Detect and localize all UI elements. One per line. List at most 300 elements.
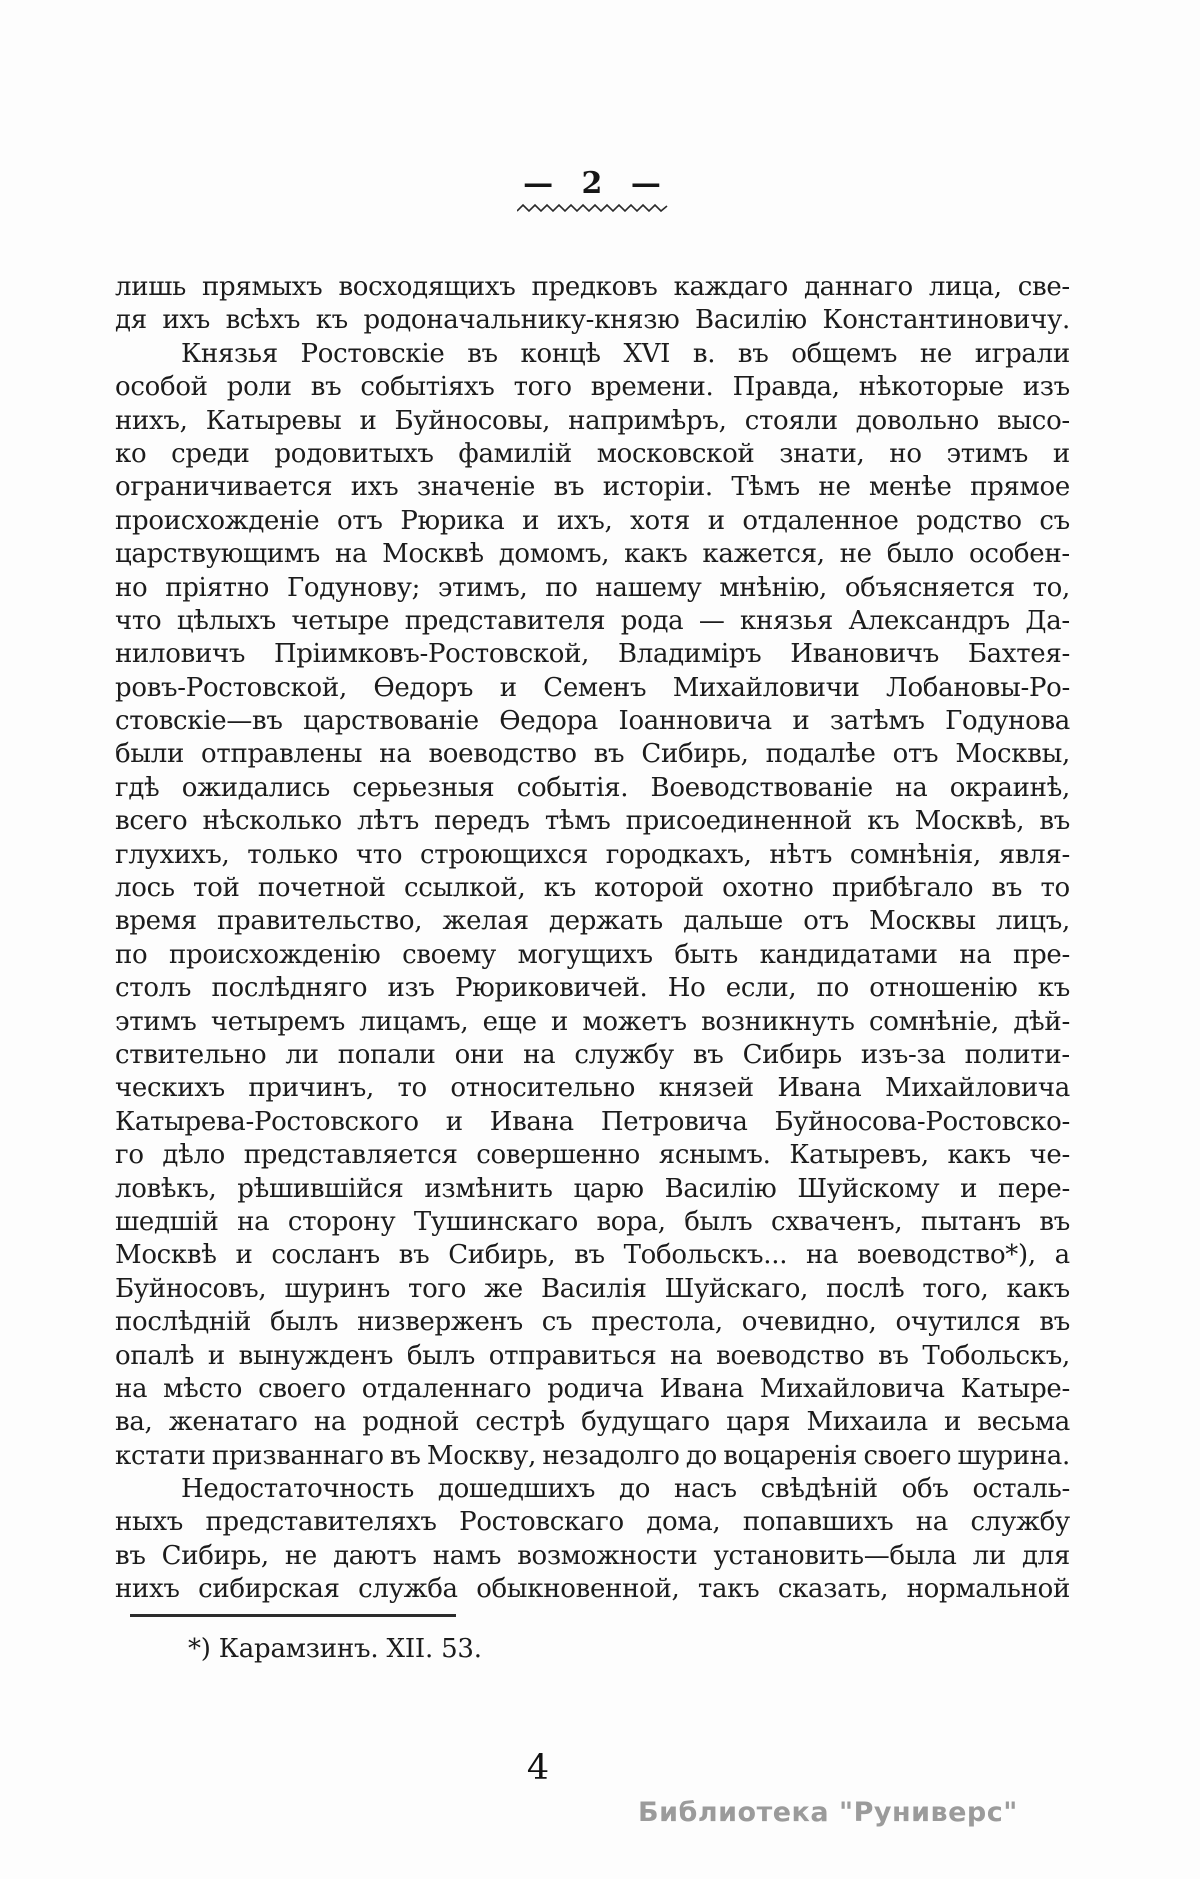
text-line [115,1507,1070,1540]
word: были [115,739,184,770]
word: ческихъ [115,1073,225,1104]
word: отдаленнаго [361,1373,532,1404]
word: происхожденію [168,939,381,970]
word: Ѳедоръ [373,672,474,703]
word: Петровича [600,1106,748,1137]
word: нѣкоторые [858,372,1004,403]
word: явля- [998,839,1070,870]
word: ихъ [162,305,211,336]
word: и [551,1006,569,1037]
word: нормальной [906,1574,1070,1605]
word: которой [594,873,704,904]
word: Василія [540,1273,647,1304]
word: и [207,1340,225,1371]
word: ли [285,1039,319,1070]
word: концѣ [520,338,601,369]
text-line [115,806,1070,839]
word: на [237,1206,270,1237]
word: цѣлыхъ [176,605,276,636]
word: до [619,1474,651,1505]
word: све- [1017,272,1070,302]
text-line [115,539,1070,572]
word: столъ [115,973,192,1004]
word: дома, [646,1507,721,1538]
word: значеніе [416,472,536,503]
word: событія. [516,772,629,803]
word: играли [974,338,1070,369]
word: лишь [115,272,186,302]
word: сомнѣніе, [868,1006,999,1037]
word: воеводство [716,1340,865,1371]
word: особен- [968,539,1070,570]
word: своему [402,939,497,970]
word: Тобольскъ... [623,1240,788,1271]
word: царя [726,1407,791,1438]
word: хотя [630,505,691,536]
word: въ [692,1039,724,1070]
word: Василію [695,305,807,336]
word: и [960,1173,978,1204]
word: престола, [591,1307,723,1338]
text-line [115,1140,1070,1173]
word: былъ [684,1206,753,1237]
word: воеводство [428,739,577,770]
word: Тобольскъ, [922,1340,1070,1371]
word: кажется, [702,539,825,570]
word: послѣдній [115,1307,252,1338]
word: высо- [997,405,1070,436]
text-line [115,1307,1070,1340]
word: Но [667,973,706,1004]
text-line [115,773,1070,806]
word: Бахтея- [967,639,1070,670]
text-line [115,1240,1070,1273]
word: не [284,1540,318,1571]
word: отношенію [869,973,1018,1004]
word: ограничивается [115,472,333,503]
word: въ [1039,1307,1070,1338]
text-line [115,873,1070,906]
text-line [115,1007,1070,1040]
text-line [115,305,1070,338]
word: Годунову; [286,572,421,603]
footnote-rule [130,1614,456,1617]
word: службу [574,1039,674,1070]
text-line [115,1441,1070,1474]
word: шедшій [115,1206,219,1237]
word: на [895,772,928,803]
word: ссылкой, [404,873,526,904]
word: на [806,1240,839,1271]
word: Александръ [848,605,1010,636]
word: ко [115,438,147,469]
text-line [115,272,1070,305]
word: пріятно [165,572,270,603]
library-watermark: Библиотека "Руниверс" [638,1797,1018,1828]
word: въ [467,338,498,369]
word: нѣсколько [202,806,342,837]
word: опалѣ [115,1340,195,1371]
word: на [379,739,412,770]
word: ожидались [181,772,331,803]
word: въ [593,739,625,770]
word: къ [315,305,348,336]
word: Москву, [426,1440,537,1471]
word: нихъ, [115,405,188,436]
word: Рюриковичей. [454,973,648,1004]
text-line [115,706,1070,739]
word: четыремъ [210,1006,345,1037]
word: лось [115,873,175,904]
word: тѣмъ [544,806,611,837]
word: событіяхъ [360,372,495,403]
word: Тушинскаго [413,1206,578,1237]
word: передъ [434,806,530,837]
word: то [1040,873,1070,904]
word: не [839,539,872,570]
word: нашему [595,572,702,603]
text-line [115,1474,1070,1507]
word: кандидатами [759,939,938,970]
word: Катыревы [205,405,342,436]
word: особой [115,372,208,403]
text-line [115,1374,1070,1407]
word: то [397,1073,427,1104]
word: схваченъ, [770,1206,903,1237]
word: прибѣгало [831,873,974,904]
word: съ [1039,505,1070,536]
word: Ростовскіе [300,338,445,369]
word: какъ [1006,1273,1070,1304]
word: попавшихъ [742,1507,894,1538]
word: Сибирь, [641,739,749,770]
word: быть [674,939,738,970]
word: въ [574,1240,605,1271]
word: еще [482,1006,537,1037]
word: фамилій [458,438,572,469]
word: и [359,405,377,436]
text-line [115,573,1070,606]
text-line [115,339,1070,372]
word: что [355,839,403,870]
word: рѣшившійся [237,1173,404,1204]
word: дошедшихъ [437,1474,596,1505]
word: го [115,1140,144,1171]
word: дѣй- [1013,1006,1070,1037]
word: той [193,873,240,904]
word: ровъ-Ростовской, [115,672,347,703]
word: ихъ, [556,505,613,536]
word: ва, [115,1407,153,1438]
word: родство [916,505,1022,536]
word: окраинѣ, [949,772,1070,803]
word: служба [358,1574,458,1605]
word: отправиться [488,1340,657,1371]
word: осталь- [972,1474,1070,1505]
word: Пріимковъ-Ростовской, [273,639,590,670]
word: шурина. [957,1440,1070,1471]
word: гдѣ [115,772,160,803]
word: Рюрика [400,505,505,536]
word: лица, [928,272,1002,302]
word: Ростовскаго [459,1507,624,1538]
word: того [513,372,572,403]
word: былъ [269,1307,339,1338]
word: дѣло [162,1140,226,1171]
word: Ивана [489,1106,574,1137]
word: на [670,1340,703,1371]
word: на [335,539,368,570]
word: послѣдняго [211,973,368,1004]
squiggle-divider-icon [517,202,669,214]
word: въ [310,372,342,403]
text-line [115,439,1070,472]
word: этимъ [115,1006,197,1037]
word: же [484,1273,523,1304]
word: въ [398,1240,430,1271]
word: къ [543,873,576,904]
word: Владиміръ [617,639,762,670]
word: въ [1039,806,1070,837]
word: каждаго [673,272,788,302]
word: даютъ [333,1540,417,1571]
word: Москвѣ, [914,806,1025,837]
word: этимъ, [437,572,528,603]
text-line [115,372,1070,405]
word: родовитыхъ [274,438,434,469]
word: къ [1037,973,1070,1004]
word: городкахъ, [605,839,752,870]
word: по [816,973,850,1004]
word: держать [548,906,663,937]
word: всѣхъ [225,305,301,336]
word: Буйносова-Ростовско- [774,1106,1070,1137]
word: очевидно, [741,1307,877,1338]
word: предковъ [531,272,658,302]
word: полити- [964,1039,1070,1070]
word: нѣтъ [769,839,833,870]
text-line [115,940,1070,973]
word: того, [922,1273,989,1304]
word: представителяхъ [205,1507,437,1538]
running-head [115,166,1070,214]
word: Іоанновича [618,706,772,737]
word: въ [115,1540,146,1571]
word: можетъ [582,1006,687,1037]
word: объ [901,1474,949,1505]
word: попали [337,1039,436,1070]
word: и [499,672,517,703]
word: дя [115,305,147,336]
word: вора, [596,1206,666,1237]
word: на [115,1373,148,1404]
word: Москвѣ [115,1240,217,1271]
word: отдаленное [742,505,899,536]
word: князья [740,605,833,636]
word: Константиновичу. [822,305,1070,336]
word: воеводство*), [857,1240,1036,1271]
word: этимъ [946,438,1029,469]
text-line [115,1341,1070,1374]
text-line [115,673,1070,706]
word: серьезныя [352,772,495,803]
word: роли [226,372,292,403]
word: и [1052,438,1070,469]
word: и [522,505,540,536]
word: происхожденіе [115,505,320,536]
word: пре- [1013,939,1070,970]
word: правительство, [217,906,423,937]
text-line [115,739,1070,772]
word: царствованіе [303,706,479,737]
word: даннаго [803,272,913,302]
word: Сибирь [742,1039,842,1070]
word: сестрѣ [475,1407,565,1438]
word: стовскіе—въ [115,706,283,737]
word: ныхъ [115,1507,184,1538]
word: въ [390,1440,421,1471]
text-line [115,1073,1070,1106]
word: изъ [387,973,435,1004]
word: знати, [779,438,865,469]
word: послѣ [826,1273,905,1304]
word: четыре [291,605,390,636]
word: общемъ [791,338,898,369]
word: въ [991,873,1023,904]
word: сказать, [777,1574,889,1605]
word: отправлены [201,739,363,770]
word: на [915,1507,949,1538]
word: напримѣръ, [568,405,727,436]
word: Михайловичи [672,672,860,703]
word: восходящихъ [338,272,516,302]
word: Буйносовъ, [115,1273,267,1304]
page-number-bottom: 4 [526,1748,550,1788]
word: Князья [181,338,278,369]
text-line [115,1274,1070,1307]
word: насъ [673,1474,737,1505]
word: Ѳедора [499,706,598,737]
text-line [115,506,1070,539]
word: родоначальнику-князю [363,305,680,336]
word: съ [541,1307,573,1338]
word: Михайловича [759,1373,945,1404]
word: до [685,1440,717,1471]
word: пытанъ [920,1206,1021,1237]
word: но [889,438,922,469]
word: службу [970,1507,1070,1538]
word: ниловичъ [115,639,246,670]
word: Михайловича [885,1073,1070,1104]
word: строющихся [419,839,588,870]
word: въ [1039,1206,1070,1237]
word: стояли [744,405,838,436]
text-line [115,472,1070,505]
word: по [115,939,148,970]
word: Тѣмъ [731,472,800,503]
word: призваннаго [211,1440,384,1471]
word: незадолго [542,1440,680,1471]
word: прямыхъ [202,272,323,302]
word: царю [573,1173,644,1204]
word: Москвы [869,906,976,937]
word: Москвѣ [382,539,484,570]
word: Буйносовы, [394,405,551,436]
word: Шуйскаго, [664,1273,809,1304]
word: Москвы, [955,739,1070,770]
word: дальше [683,906,784,937]
word: объясняется [844,572,1015,603]
word: измѣнить [424,1173,553,1204]
word: ствительно [115,1039,267,1070]
page-number-top: — 2 — [523,166,662,201]
word: очутился [895,1307,1021,1338]
word: въ [737,338,769,369]
word: весьма [977,1407,1070,1438]
word: среди [171,438,250,469]
word: в. [692,338,716,369]
word: женатаго [168,1407,298,1438]
word: отъ [892,739,939,770]
text-line [115,840,1070,873]
word: исторіи. [602,472,713,503]
word: было [886,539,955,570]
word: домомъ, [498,539,610,570]
word: время [115,906,197,937]
word: изъ [1022,372,1070,403]
word: времени. [590,372,714,403]
word: Катыревъ, [789,1140,929,1171]
word: въ [553,472,585,503]
word: присоединенной [625,806,853,837]
word: но [115,572,148,603]
text-line [115,1040,1070,1073]
word: обыкновенной, [476,1574,680,1605]
word: не [919,338,952,369]
word: Ивановичъ [790,639,940,670]
text-line [115,1541,1070,1574]
word: яснымъ. [658,1140,771,1171]
word: къ [867,806,900,837]
word: довольно [855,405,980,436]
word: князей [658,1073,754,1104]
word: кстати [115,1440,206,1471]
word: и [707,505,725,536]
word: Катырева-Ростовского [115,1106,419,1137]
word: свѣдѣній [760,1474,878,1505]
word: причинъ, [248,1073,374,1104]
word: ли [972,1540,1006,1571]
text-line [115,639,1070,672]
text-line [115,1407,1070,1440]
text-line [115,1174,1070,1207]
word: Правда, [732,372,840,403]
word: по [545,572,578,603]
word: прямое [970,472,1070,503]
word: родной [362,1407,460,1438]
word: пере- [997,1173,1070,1204]
word: московской [596,438,755,469]
word: будущаго [581,1407,710,1438]
footnote-text: *) Карамзинъ. XII. 53. [188,1634,482,1664]
word: установить—была [713,1540,957,1571]
word: воцаренія [723,1440,858,1471]
text-line [115,1207,1070,1240]
word: своего [258,1373,346,1404]
word: охотно [722,873,814,904]
word: изъ-за [860,1039,946,1070]
word: Василію [664,1173,777,1204]
